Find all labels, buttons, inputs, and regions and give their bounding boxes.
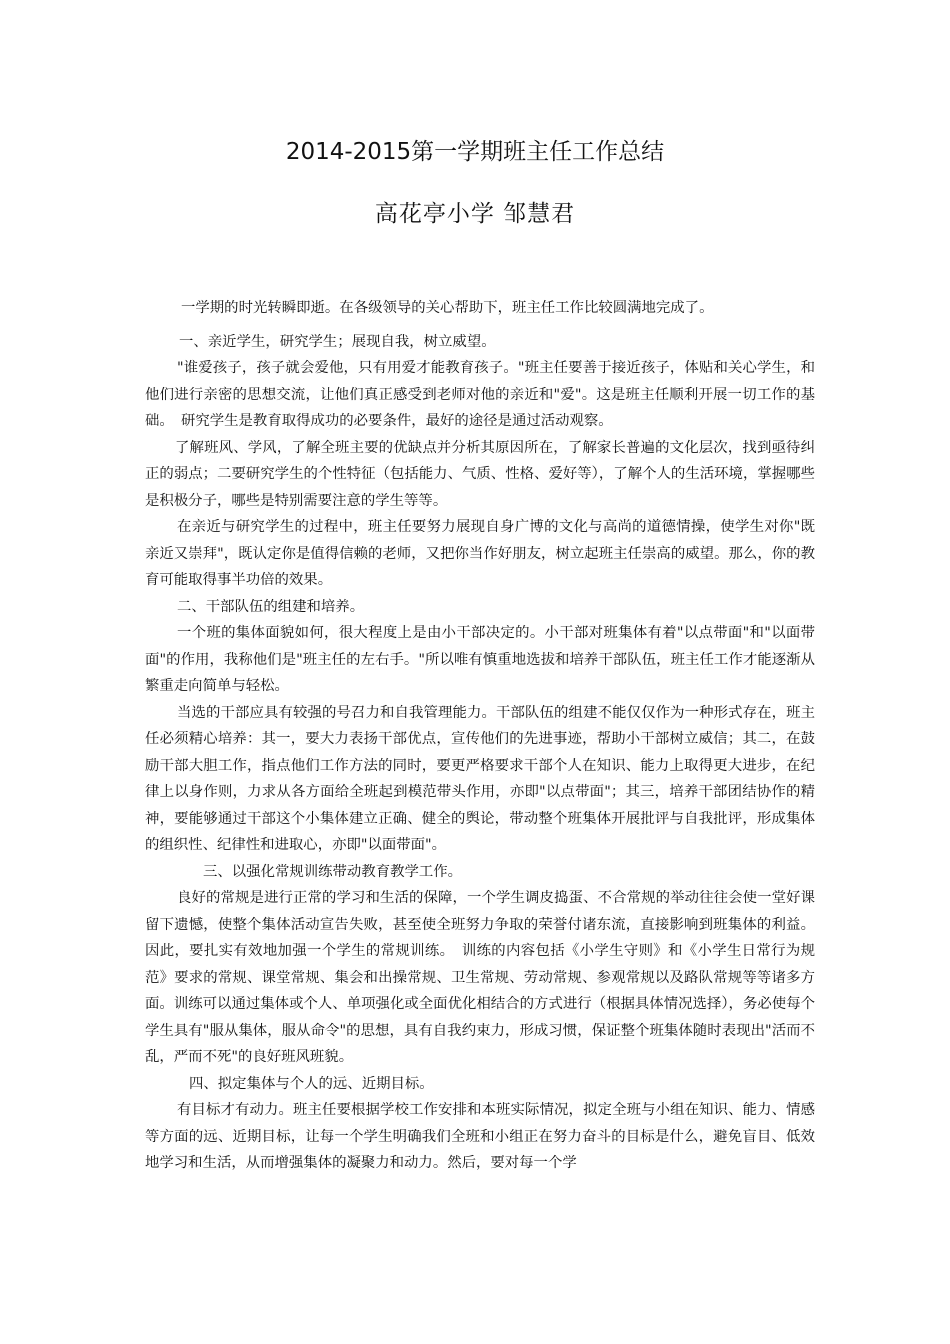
- paragraph: 在亲近与研究学生的过程中，班主任要努力展现自身广博的文化与高尚的道德情操，使学生对你"既亲近又崇拜"，既认定你是值得信赖的老师，又把你当作好朋友，树立起班主任崇高的威望。那么，你的教育可能取得事半功倍的效果。: [145, 519, 815, 588]
- paragraph: 良好的常规是进行正常的学习和生活的保障，一个学生调皮捣蛋、不合常规的举动往往会使一堂好课留下遗憾，使整个集体活动宣告失败，甚至使全班努力争取的荣誉付诸东流，直接影响到班集体的利益。因此，要扎实有效地加强一个学生的常规训练。 训练的内容包括《小学生守则》和《小学生日常行为规范》要求的常规、课堂常规、集会和出操常规、卫生常规、劳动常规、参观常规以及路队常规等等诸多方面。训练可以通过集体或个人、单项强化或全面优化相结合的方式进行（根据具体情况选择），务必使每个学生具有"服从集体，服从命令"的思想，具有自我约束力，形成习惯，保证整个班集体随时表现出"活而不乱，严而不死"的良好班风班貌。: [145, 890, 815, 1065]
- section-heading: 一、亲近学生，研究学生；展现自我，树立威望。: [179, 333, 496, 350]
- paragraph: "谁爱孩子，孩子就会爱他，只有用爱才能教育孩子。"班主任要善于接近孩子，体贴和关心学生，和他们进行亲密的思想交流，让他们真正感受到老师对他的亲近和"爱"。这是班主任顺利开展一切工作的基础。 研究学生是教育取得成功的必要条件，最好的途径是通过活动观察。: [145, 360, 815, 429]
- section-heading: 三、以强化常规训练带动教育教学工作。: [203, 863, 463, 880]
- document-body: [145, 295, 815, 1177]
- paragraph: 一个班的集体面貌如何，很大程度上是由小干部决定的。小干部对班集体有着"以点带面"和"以面带面"的作用，我称他们是"班主任的左右手。"所以唯有慎重地选拔和培养干部队伍，班主任工作才能逐渐从繁重走向简单与轻松。: [145, 625, 815, 694]
- paragraph: 有目标才有动力。班主任要根据学校工作安排和本班实际情况，拟定全班与小组在知识、能力、情感等方面的远、近期目标，让每一个学生明确我们全班和小组正在努力奋斗的目标是什么，避免盲目、低效地学习和生活，从而增强集体的凝聚力和动力。然后，要对每一个学: [145, 1102, 815, 1171]
- author-line: 高花亭小学 邹慧君: [374, 201, 576, 227]
- section-heading: 四、拟定集体与个人的远、近期目标。: [189, 1075, 434, 1092]
- paragraph: 了解班风、学风，了解全班主要的优缺点并分析其原因所在，了解家长普遍的文化层次，找到亟待纠正的弱点；二要研究学生的个性特征（包括能力、气质、性格、爱好等），了解个人的生活环境，掌握哪些是积极分子，哪些是特别需要注意的学生等等。: [145, 439, 815, 509]
- paragraph: 一学期的时光转瞬即逝。在各级领导的关心帮助下，班主任工作比较圆满地完成了。: [181, 300, 714, 316]
- paragraph: 当选的干部应具有较强的号召力和自我管理能力。干部队伍的组建不能仅仅作为一种形式存在，班主任必须精心培养：其一，要大力表扬干部优点，宣传他们的先进事迹，帮助小干部树立威信；其二，在鼓励干部大胆工作，指点他们工作方法的同时，要更严格要求干部个人在知识、能力上取得更大进步，在纪律上以身作则，力求从各方面给全班起到模范带头作用，亦即"以点带面"；其三，培养干部团结协作的精神，要能够通过干部这个小集体建立正确、健全的舆论，带动整个班集体开展批评与自我批评，形成集体的组织性、纪律性和进取心，亦即"以面带面"。: [145, 704, 815, 853]
- document-title: 2014-2015第一学期班主任工作总结: [285, 139, 665, 165]
- section-heading: 二、干部队伍的组建和培养。: [177, 598, 365, 615]
